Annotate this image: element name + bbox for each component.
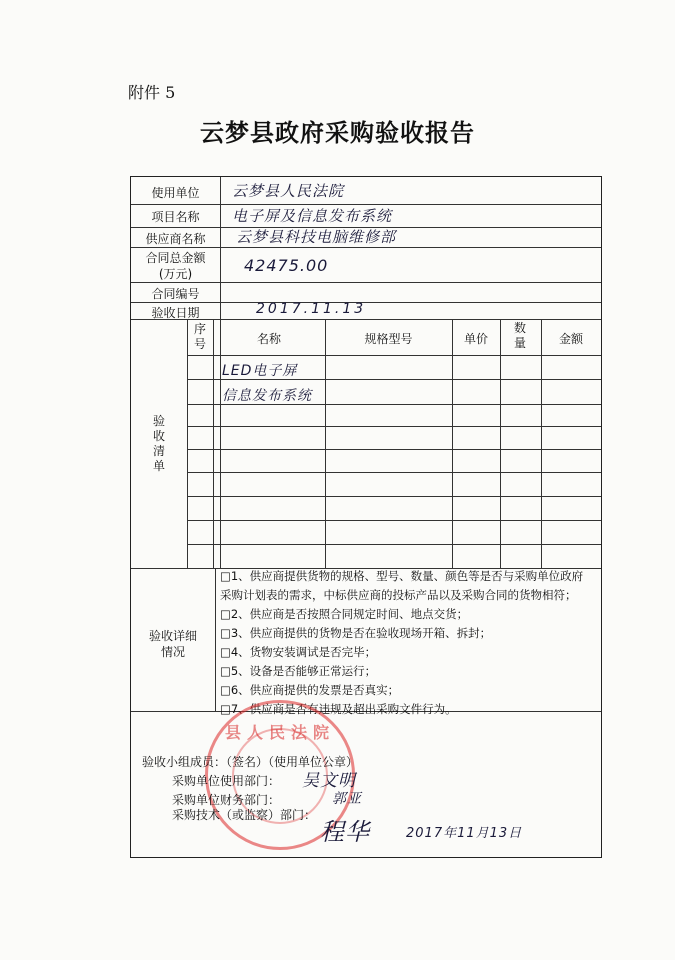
detail-item: 采购计划表的需求，中标供应商的投标产品以及采购合同的货物相符； bbox=[220, 588, 577, 602]
project-name-value: 电子屏及信息发布系统 bbox=[232, 207, 393, 225]
header-seq: 序号 bbox=[193, 322, 206, 351]
amount-col-divider bbox=[541, 319, 542, 568]
members-label: 验收小组成员：（签名）（使用单位公章） bbox=[142, 755, 359, 769]
checklist-row-line bbox=[187, 496, 601, 497]
detail-item: □3、供应商提供的货物是否在验收现场开箱、拆封； bbox=[220, 626, 492, 640]
user-unit-value: 云梦县人民法院 bbox=[232, 182, 345, 200]
checklist-row-line bbox=[187, 426, 601, 427]
qty-col-divider bbox=[500, 319, 501, 568]
accept-date-value: 2017.11.13 bbox=[256, 301, 367, 317]
checklist-row-line bbox=[187, 449, 601, 450]
official-seal-text: 县人民法院 bbox=[224, 723, 335, 742]
checklist-section-label: 验收清单 bbox=[152, 414, 165, 473]
header-model: 规格型号 bbox=[364, 332, 413, 346]
supplier-label: 供应商名称 bbox=[145, 232, 206, 246]
supplier-value: 云梦县科技电脑维修部 bbox=[236, 228, 397, 246]
name-col-divider bbox=[213, 319, 214, 568]
seq-col-divider bbox=[187, 319, 188, 568]
checklist-item-name: 信息发布系统 bbox=[222, 388, 312, 404]
detail-item: □2、供应商是否按照合同规定时间、地点交货； bbox=[220, 607, 469, 621]
label-col-divider bbox=[220, 177, 221, 568]
detail-item: □6、供应商提供的发票是否真实； bbox=[220, 683, 400, 697]
details-label-line2: 情况 bbox=[160, 645, 185, 659]
details-label-line1: 验收详细 bbox=[148, 629, 197, 643]
project-name-label: 项目名称 bbox=[151, 210, 200, 224]
user-unit-label: 使用单位 bbox=[151, 186, 200, 200]
header-qty: 数量 bbox=[513, 321, 526, 350]
attachment-label: 附件 5 bbox=[128, 83, 176, 102]
checklist-row-line bbox=[187, 520, 601, 521]
detail-item: □5、设备是否能够正常运行； bbox=[220, 664, 377, 678]
detail-item: □1、供应商提供货物的规格、型号、数量、颜色等是否与采购单位政府 bbox=[220, 569, 584, 583]
amount-value: 42475.00 bbox=[244, 256, 329, 275]
header-name: 名称 bbox=[256, 332, 281, 346]
price-col-divider bbox=[452, 319, 453, 568]
amount-label-line1: 合同总金额 bbox=[145, 251, 206, 265]
accept-date-label: 验收日期 bbox=[151, 306, 200, 320]
details-col-divider bbox=[215, 568, 216, 711]
checklist-row-line bbox=[187, 544, 601, 545]
checklist-row-line bbox=[187, 472, 601, 473]
sign-date: 2017年11月13日 bbox=[406, 826, 523, 841]
contract-no-label: 合同编号 bbox=[151, 287, 200, 301]
detail-item: □7、供应商是否有违规及超出采购文件行为。 bbox=[220, 702, 457, 716]
finance-dept-label: 采购单位财务部门： bbox=[172, 793, 281, 807]
user-dept-signature: 吴文明 bbox=[302, 771, 356, 791]
tech-dept-signature: 程华 bbox=[320, 818, 370, 846]
detail-item: □4、货物安装调试是否完毕； bbox=[220, 645, 377, 659]
details-list bbox=[220, 567, 605, 719]
user-dept-label: 采购单位使用部门： bbox=[172, 774, 281, 788]
header-price: 单价 bbox=[463, 332, 488, 346]
checklist-row-line bbox=[187, 355, 601, 356]
finance-dept-signature: 郭亚 bbox=[332, 791, 362, 807]
tech-dept-label: 采购技术（或监察）部门： bbox=[172, 808, 317, 822]
row-line bbox=[131, 247, 601, 248]
amount-label-line2: (万元) bbox=[158, 267, 193, 281]
row-line bbox=[131, 282, 601, 283]
header-amount: 金额 bbox=[558, 332, 583, 346]
page-title: 云梦县政府采购验收报告 bbox=[200, 119, 475, 147]
checklist-item-name: LED电子屏 bbox=[222, 363, 298, 379]
model-col-divider bbox=[325, 319, 326, 568]
